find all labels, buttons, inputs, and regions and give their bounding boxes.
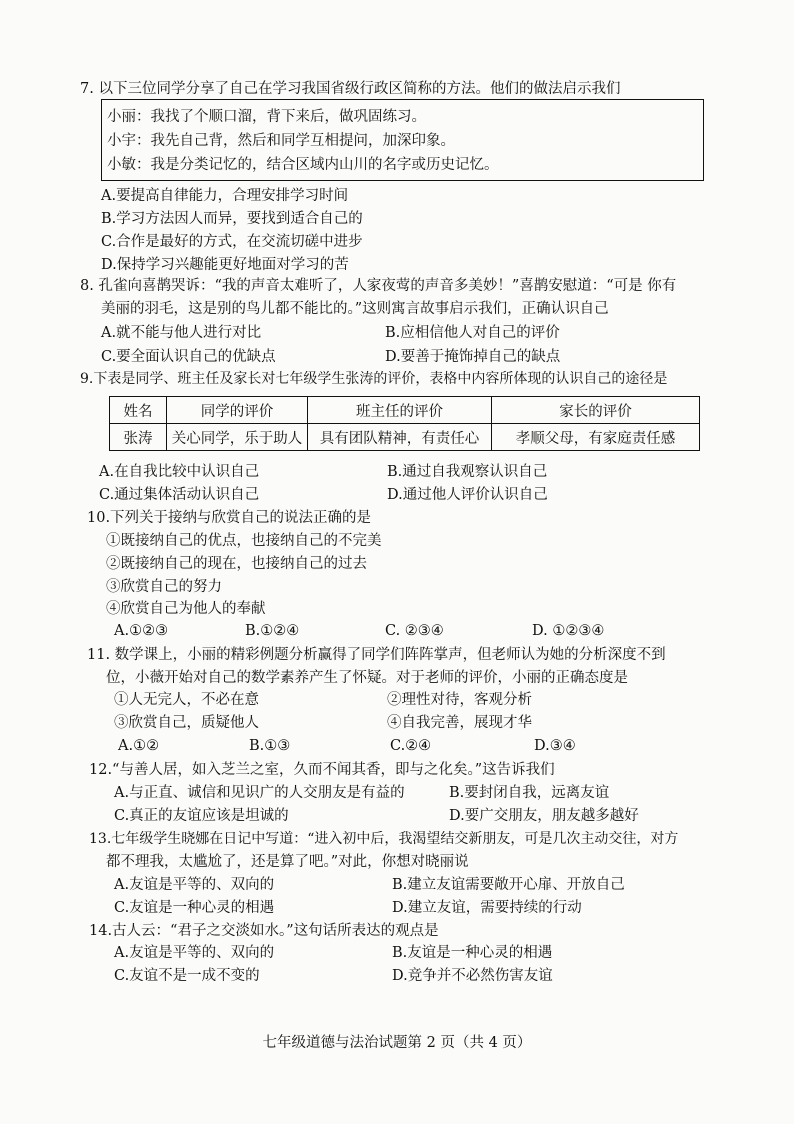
q14-option-b: B.友谊是一种心灵的相遇 — [392, 945, 553, 961]
q10-option-b: B.①②④ — [245, 623, 300, 639]
q11-option-c: C.②④ — [390, 738, 432, 754]
q9-stem: 9.下表是同学、班主任及家长对七年级学生张涛的评价，表格中内容所体现的认识自己的途径是 — [80, 371, 668, 387]
table-cell: 张涛 — [110, 424, 167, 451]
table-header-cell: 班主任的评价 — [308, 397, 492, 424]
q11-item: ④自我完善，展现才华 — [387, 715, 532, 731]
q12-stem: 12.“与善人居，如入芝兰之室，久而不闻其香，即与之化矣。”这告诉我们 — [89, 762, 555, 778]
q7-box-line: 小敏：我是分类记忆的，结合区域内山川的名字或历史记忆。 — [107, 157, 499, 173]
q7-stem: 7. 以下三位同学分享了自己在学习我国省级行政区简称的方法。他们的做法启示我们 — [80, 81, 621, 97]
table-header-cell: 同学的评价 — [167, 397, 308, 424]
q10-item: ③欣赏自己的努力 — [106, 579, 222, 595]
q14-option-d: D.竞争并不必然伤害友谊 — [392, 968, 553, 984]
q11-item: ②理性对待，客观分析 — [387, 692, 532, 708]
q13-option-a: A.友谊是平等的、双向的 — [114, 877, 275, 893]
q8-option-d: D.要善于掩饰掉自己的缺点 — [385, 349, 561, 365]
q11-option-b: B.①③ — [249, 738, 291, 754]
q13-option-c: C.友谊是一种心灵的相遇 — [114, 900, 275, 916]
q14-stem: 14.古人云：“君子之交淡如水。”这句话所表达的观点是 — [89, 923, 439, 939]
q13-option-d: D.建立友谊，需要持续的行动 — [392, 900, 582, 916]
q10-option-c: C. ②③④ — [385, 623, 444, 639]
q9-option-b: B.通过自我观察认识自己 — [387, 464, 548, 480]
q14-option-c: C.友谊不是一成不变的 — [114, 968, 260, 984]
q10-stem: 10.下列关于接纳与欣赏自己的说法正确的是 — [87, 510, 372, 526]
table-cell: 关心同学，乐于助人 — [167, 424, 308, 451]
q10-item: ②既接纳自己的现在，也接纳自己的过去 — [106, 556, 367, 572]
q10-option-d: D. ①②③④ — [532, 623, 605, 639]
q13-stem-line1: 13.七年级学生晓娜在日记中写道：“进入初中后，我渴望结交新朋友，可是几次主动交往，对方 — [89, 831, 679, 847]
q9-option-a: A.在自我比较中认识自己 — [99, 464, 260, 480]
table-cell: 具有团队精神，有责任心 — [308, 424, 492, 451]
q9-option-c: C.通过集体活动认识自己 — [99, 487, 260, 503]
q10-item: ①既接纳自己的优点，也接纳自己的不完美 — [106, 533, 382, 549]
q12-option-d: D.要广交朋友，朋友越多越好 — [449, 808, 639, 824]
q8-stem-line1: 8. 孔雀向喜鹊哭诉：“我的声音太难听了，人家夜莺的声音多美妙！”喜鹊安慰道：“可是 你有 — [80, 278, 677, 294]
q11-option-a: A.①② — [118, 738, 160, 754]
table-header-cell: 姓名 — [110, 397, 167, 424]
q9-option-d: D.通过他人评价认识自己 — [387, 487, 548, 503]
q8-option-b: B.应相信他人对自己的评价 — [385, 325, 560, 341]
q11-option-d: D.③④ — [534, 738, 576, 754]
q10-item: ④欣赏自己为他人的奉献 — [106, 601, 266, 617]
q7-box-line: 小宇：我先自己背，然后和同学互相提问，加深印象。 — [107, 133, 455, 149]
q8-option-a: A.就不能与他人进行对比 — [101, 325, 262, 341]
q11-stem-line2: 位，小薇开始对自己的数学素养产生了怀疑。对于老师的评价，小丽的正确态度是 — [106, 670, 628, 686]
q12-option-c: C.真正的友谊应该是坦诚的 — [114, 808, 289, 824]
q7-option-a: A.要提高自律能力，合理安排学习时间 — [101, 188, 349, 204]
q13-option-b: B.建立友谊需要敞开心扉、开放自己 — [392, 877, 625, 893]
q14-option-a: A.友谊是平等的、双向的 — [114, 945, 275, 961]
q8-option-c: C.要全面认识自己的优缺点 — [101, 349, 276, 365]
q7-option-d: D.保持学习兴趣能更好地面对学习的苦 — [101, 257, 349, 273]
table-header-cell: 家长的评价 — [492, 397, 700, 424]
q7-box-line: 小丽：我找了个顺口溜，背下来后，做巩固练习。 — [107, 109, 426, 125]
q13-stem-line2: 都不理我，太尴尬了，还是算了吧。”对此，你想对晓丽说 — [106, 854, 469, 870]
q11-stem-line1: 11. 数学课上，小丽的精彩例题分析赢得了同学们阵阵掌声，但老师认为她的分析深度不到 — [87, 647, 666, 663]
q7-option-b: B.学习方法因人而异，要找到适合自己的 — [101, 211, 363, 227]
table-cell: 孝顺父母，有家庭责任感 — [492, 424, 700, 451]
q11-item: ③欣赏自己，质疑他人 — [114, 715, 259, 731]
table-row — [110, 424, 700, 451]
table-header-row — [110, 397, 700, 424]
q12-option-b: B.要封闭自我，远离友谊 — [449, 785, 610, 801]
q8-stem-line2: 美丽的羽毛，这是别的鸟儿都不能比的。”这则寓言故事启示我们，正确认识自己 — [101, 301, 609, 317]
q10-option-a: A.①②③ — [114, 623, 169, 639]
q12-option-a: A.与正直、诚信和见识广的人交朋友是有益的 — [114, 785, 405, 801]
page-footer: 七年级道德与法治试题第 2 页（共 4 页） — [262, 1035, 532, 1051]
q11-item: ①人无完人，不必在意 — [114, 692, 259, 708]
q7-option-c: C.合作是最好的方式，在交流切磋中进步 — [101, 234, 363, 250]
q9-evaluation-table — [109, 396, 700, 451]
